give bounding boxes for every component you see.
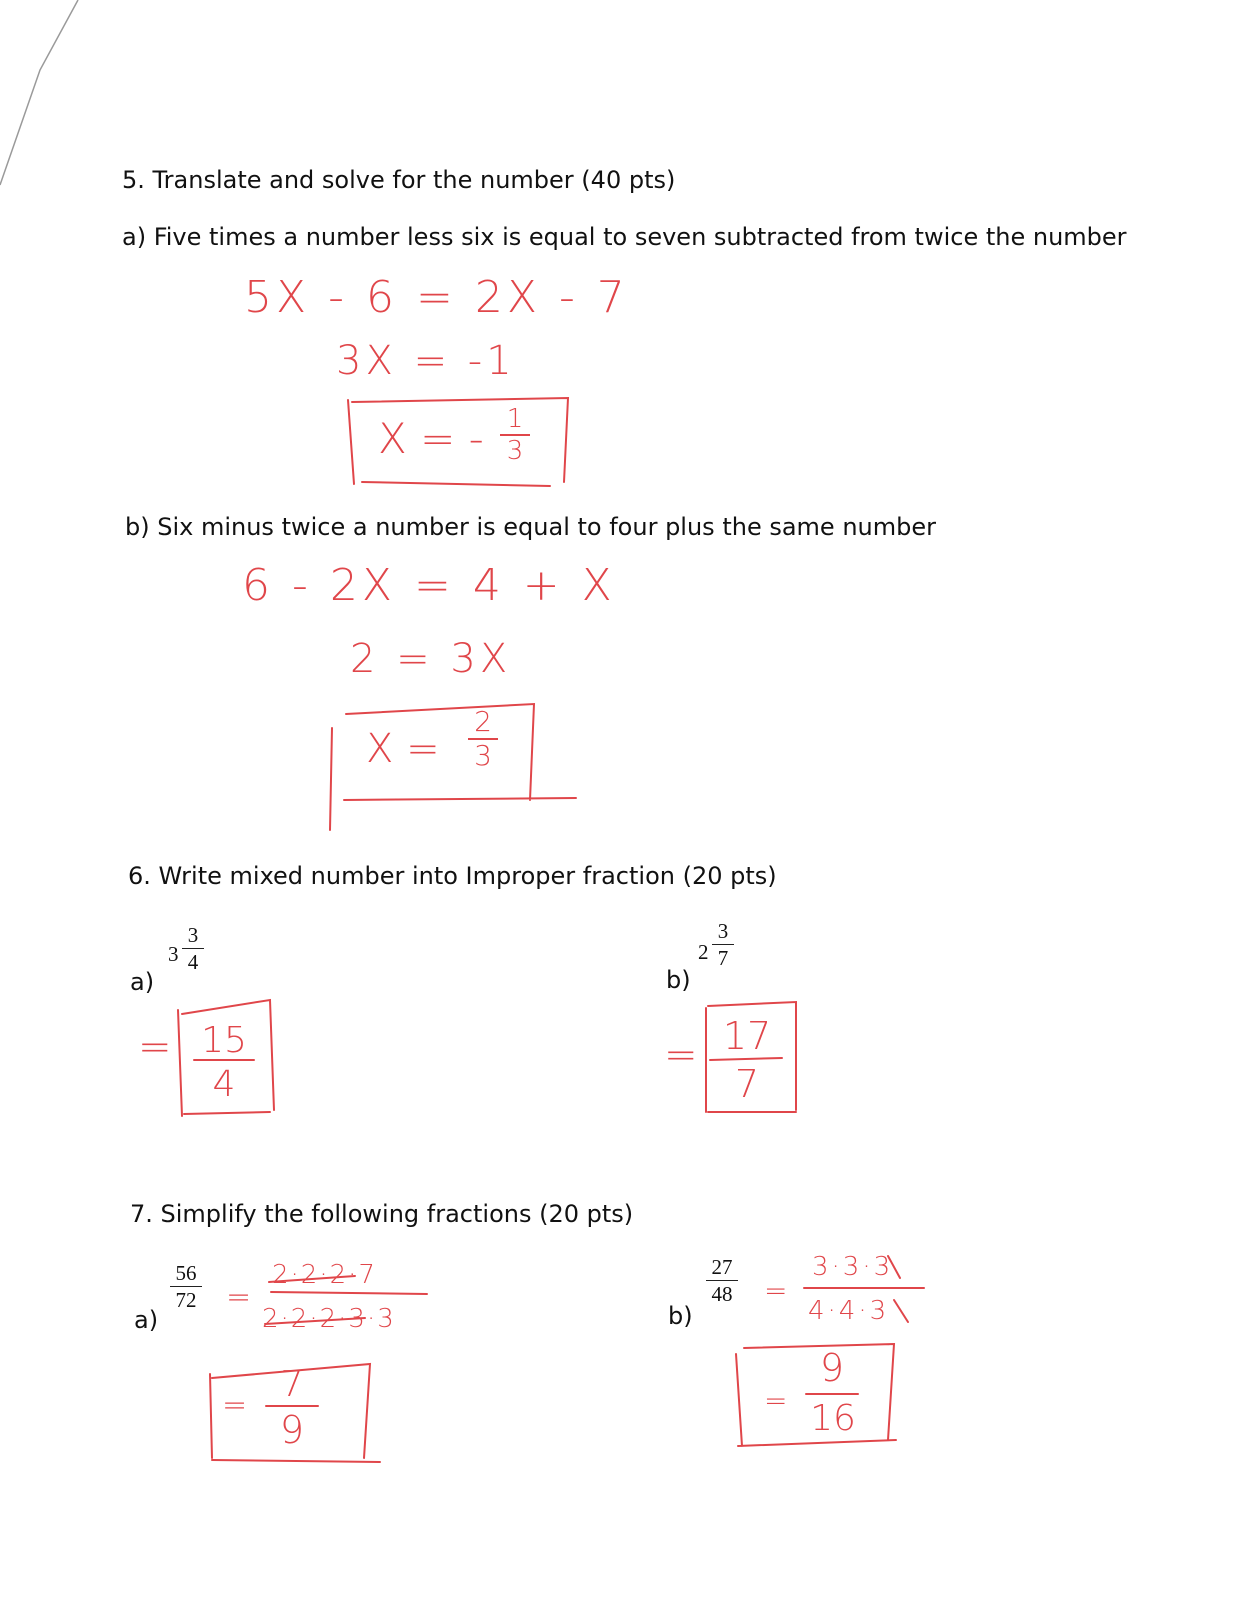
scan-edge-mark <box>0 0 90 200</box>
q6a-answer-numerator: 15 <box>201 1020 247 1061</box>
q6b-label: b) <box>666 966 691 994</box>
q6a-whole: 3 <box>168 942 179 966</box>
q7b-cancel-marks <box>800 1250 930 1330</box>
q5a-answer-fraction <box>500 406 530 464</box>
q6b-fraction <box>712 920 734 969</box>
q6a-answer-box <box>170 998 282 1118</box>
q6b-denominator: 7 <box>717 946 729 970</box>
q7a-equals: = <box>226 1280 252 1315</box>
q5b-answer-numerator: 2 <box>474 705 492 738</box>
q6a-answer-denominator: 4 <box>212 1064 236 1105</box>
q7a-answer-box <box>204 1362 380 1470</box>
q7b-answer-numerator: 9 <box>819 1346 845 1390</box>
q5a-answer-lhs: X = - <box>378 414 484 463</box>
q7b-answer-box <box>728 1340 908 1452</box>
q6a-denominator: 4 <box>187 950 199 974</box>
q7b-answer-equals: = <box>764 1384 788 1417</box>
q6a-fraction <box>182 924 204 973</box>
q7a-denominator: 72 <box>175 1288 197 1312</box>
q7b-label: b) <box>668 1302 693 1330</box>
q7a-answer-denominator: 9 <box>279 1408 305 1452</box>
q5a-answer-numerator: 1 <box>506 404 524 434</box>
q7b-factored-denominator: 4·4·3 <box>808 1296 890 1326</box>
q5b-answer-denominator: 3 <box>474 739 492 772</box>
q5b-work-line-2: 2 = 3X <box>350 636 512 682</box>
question-5b-prompt: b) Six minus twice a number is equal to four plus the same number <box>125 513 936 541</box>
q7b-numerator: 27 <box>711 1255 733 1279</box>
q7b-factored-numerator: 3·3·3 <box>812 1252 894 1282</box>
q7b-fraction <box>706 1256 738 1305</box>
q7a-numerator: 56 <box>175 1261 197 1285</box>
q6b-answer-denominator: 7 <box>734 1062 760 1106</box>
question-5a-prompt: a) Five times a number less six is equal to seven subtracted from twice the number <box>122 223 1127 251</box>
q6a-label: a) <box>130 968 155 996</box>
q6a-numerator: 3 <box>187 923 199 947</box>
q5b-answer-fraction <box>468 705 498 772</box>
q6b-whole: 2 <box>698 940 709 964</box>
q7a-fraction <box>170 1262 202 1311</box>
q5a-work-line-2: 3X = -1 <box>336 338 516 384</box>
q6b-answer-box <box>700 998 804 1116</box>
q6a-equals: = <box>138 1024 172 1070</box>
q7a-answer-equals: = <box>222 1388 248 1423</box>
q7a-label: a) <box>134 1306 159 1334</box>
q7a-answer-numerator: 7 <box>280 1364 304 1405</box>
q5b-answer-box <box>324 700 584 835</box>
question-5-title: 5. Translate and solve for the number (40 pts) <box>122 166 676 194</box>
q7a-cancel-marks <box>255 1258 445 1348</box>
q7b-equals: = <box>764 1274 788 1307</box>
q5a-work-line-1: 5X - 6 = 2X - 7 <box>244 272 629 323</box>
q5b-work-line-1: 6 - 2X = 4 + X <box>242 560 616 611</box>
q7a-factored-numerator: 2·2·2·7 <box>272 1260 377 1290</box>
question-7-title: 7. Simplify the following fractions (20 pts) <box>130 1200 634 1228</box>
q7b-answer-denominator: 16 <box>810 1398 856 1439</box>
q7b-denominator: 48 <box>711 1282 733 1306</box>
q5a-answer-denominator: 3 <box>506 436 524 466</box>
q5a-answer-box <box>342 396 572 490</box>
q7a-factored-denominator: 2·2·2·3·3 <box>262 1304 396 1334</box>
q6b-numerator: 3 <box>717 919 729 943</box>
q6b-equals: = <box>664 1032 698 1078</box>
q5b-answer-lhs: X = <box>366 726 440 772</box>
q6b-answer-numerator: 17 <box>722 1014 772 1058</box>
question-6-title: 6. Write mixed number into Improper fraction (20 pts) <box>128 862 777 890</box>
